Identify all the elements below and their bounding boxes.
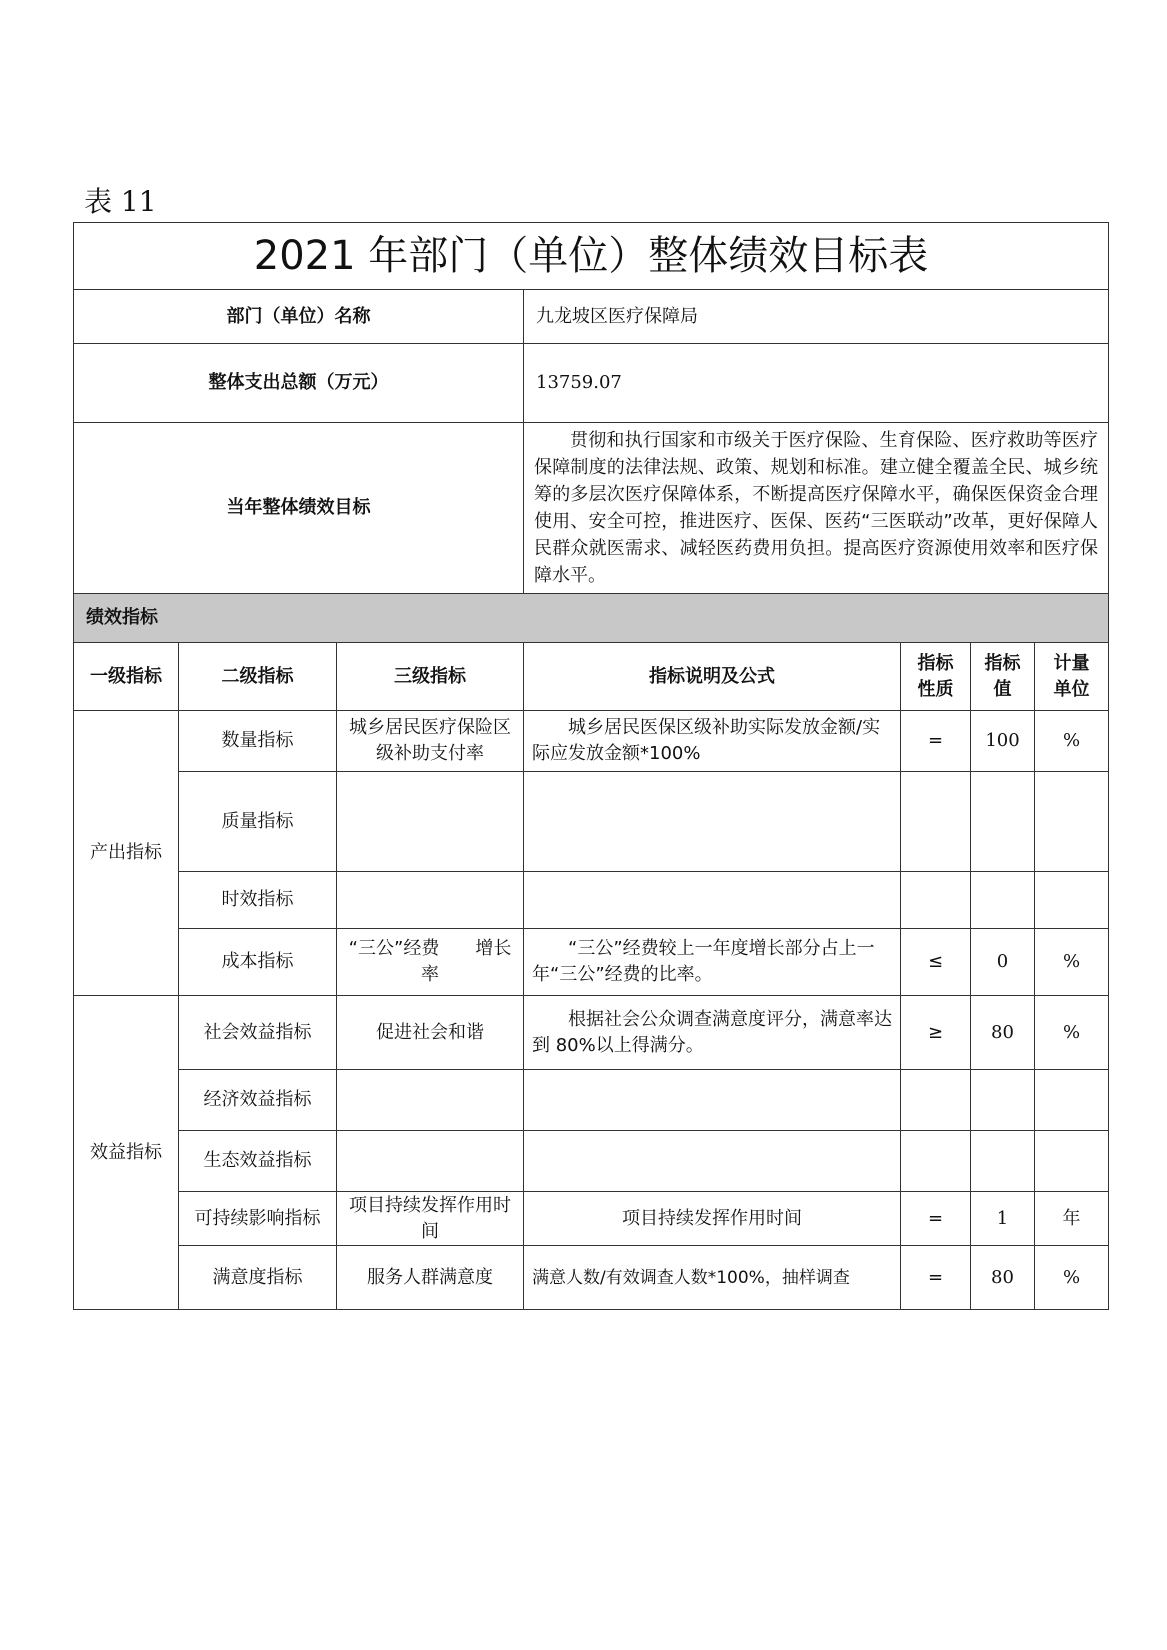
level2-cell: 时效指标 [179, 872, 337, 929]
desc-cell [524, 996, 901, 1070]
nature-cell: ≥ [901, 996, 971, 1070]
level3-cell: 服务人群满意度 [337, 1246, 524, 1310]
table-title: 2021 年部门（单位）整体绩效目标表 [74, 223, 1109, 290]
unit-cell: % [1035, 1246, 1109, 1310]
performance-target-table [73, 222, 1108, 1310]
unit-cell [1035, 772, 1109, 872]
dept-name-value: 九龙坡区医疗保障局 [524, 290, 1109, 344]
annual-goal-text [524, 423, 1109, 594]
nature-cell [901, 1131, 971, 1192]
value-cell: 100 [971, 711, 1035, 772]
value-cell [971, 1070, 1035, 1131]
desc-cell: 满意人数/有效调查人数*100%，抽样调查 [524, 1246, 901, 1310]
level2-cell: 可持续影响指标 [179, 1192, 337, 1246]
header-value: 指标值 [971, 643, 1035, 711]
total-expenditure-label: 整体支出总额（万元） [74, 344, 524, 423]
header-level3: 三级指标 [337, 643, 524, 711]
nature-cell [901, 772, 971, 872]
unit-cell: 年 [1035, 1192, 1109, 1246]
level2-cell: 经济效益指标 [179, 1070, 337, 1131]
value-cell: 80 [971, 1246, 1035, 1310]
nature-cell: = [901, 1246, 971, 1310]
table-row [74, 872, 1109, 929]
level1-cell: 产出指标 [74, 711, 179, 996]
level3-cell [337, 872, 524, 929]
level2-cell: 社会效益指标 [179, 996, 337, 1070]
unit-cell: % [1035, 929, 1109, 996]
nature-cell [901, 1070, 971, 1131]
annual-goal-label: 当年整体绩效目标 [74, 423, 524, 594]
unit-cell [1035, 1070, 1109, 1131]
desc-cell [524, 929, 901, 996]
value-cell [971, 772, 1035, 872]
level2-cell: 满意度指标 [179, 1246, 337, 1310]
desc-text: 城乡居民医保区级补助实际发放金额/实际应发放金额*100% [532, 717, 881, 764]
nature-cell [901, 872, 971, 929]
desc-cell [524, 1070, 901, 1131]
table-row [74, 929, 1109, 996]
level3-cell: 项目持续发挥作用时间 [337, 1192, 524, 1246]
desc-cell [524, 711, 901, 772]
total-expenditure-value: 13759.07 [524, 344, 1109, 423]
nature-cell: = [901, 711, 971, 772]
level3-cell: 促进社会和谐 [337, 996, 524, 1070]
header-level2: 二级指标 [179, 643, 337, 711]
table-row [74, 1070, 1109, 1131]
unit-cell [1035, 872, 1109, 929]
value-cell: 1 [971, 1192, 1035, 1246]
value-cell [971, 872, 1035, 929]
desc-text: 根据社会公众调查满意度评分，满意率达到 80%以上得满分。 [532, 1008, 892, 1056]
value-cell: 80 [971, 996, 1035, 1070]
table-row [74, 711, 1109, 772]
level3-cell: 城乡居民医疗保险区级补助支付率 [337, 711, 524, 772]
unit-cell: % [1035, 996, 1109, 1070]
table-row [74, 1246, 1109, 1310]
level3-cell: “三公”经费 增长率 [337, 929, 524, 996]
table-row [74, 1131, 1109, 1192]
table-row [74, 772, 1109, 872]
value-cell [971, 1131, 1035, 1192]
unit-cell: % [1035, 711, 1109, 772]
unit-cell [1035, 1131, 1109, 1192]
level2-cell: 生态效益指标 [179, 1131, 337, 1192]
dept-name-label: 部门（单位）名称 [74, 290, 524, 344]
table-row [74, 1192, 1109, 1246]
level3-cell [337, 1070, 524, 1131]
nature-cell: = [901, 1192, 971, 1246]
level3-cell [337, 1131, 524, 1192]
desc-cell [524, 772, 901, 872]
table-label: 表 11 [84, 185, 157, 218]
annual-goal-paragraph: 贯彻和执行国家和市级关于医疗保险、生育保险、医疗救助等医疗保障制度的法律法规、政策、规划和标准。建立健全覆盖全民、城乡统筹的多层次医疗保障体系，不断提高医疗保障水平，确保医保资金合理使用、安全可控，推进医疗、医保、医药“三医联动”改革，更好保障人民群众就医需求、减轻医药费用负担。提高医疗资源使用效率和医疗保障水平。 [534, 430, 1099, 586]
header-nature: 指标性质 [901, 643, 971, 711]
desc-cell: 项目持续发挥作用时间 [524, 1192, 901, 1246]
desc-cell [524, 1131, 901, 1192]
level1-cell: 效益指标 [74, 996, 179, 1310]
section-header: 绩效指标 [74, 594, 1109, 643]
level3-cell [337, 772, 524, 872]
header-unit: 计量单位 [1035, 643, 1109, 711]
table-row [74, 996, 1109, 1070]
value-cell: 0 [971, 929, 1035, 996]
level2-cell: 成本指标 [179, 929, 337, 996]
header-level1: 一级指标 [74, 643, 179, 711]
level2-cell: 数量指标 [179, 711, 337, 772]
desc-text: “三公”经费较上一年度增长部分占上一年“三公”经费的比率。 [532, 938, 875, 985]
level2-cell: 质量指标 [179, 772, 337, 872]
desc-cell [524, 872, 901, 929]
header-desc: 指标说明及公式 [524, 643, 901, 711]
nature-cell: ≤ [901, 929, 971, 996]
